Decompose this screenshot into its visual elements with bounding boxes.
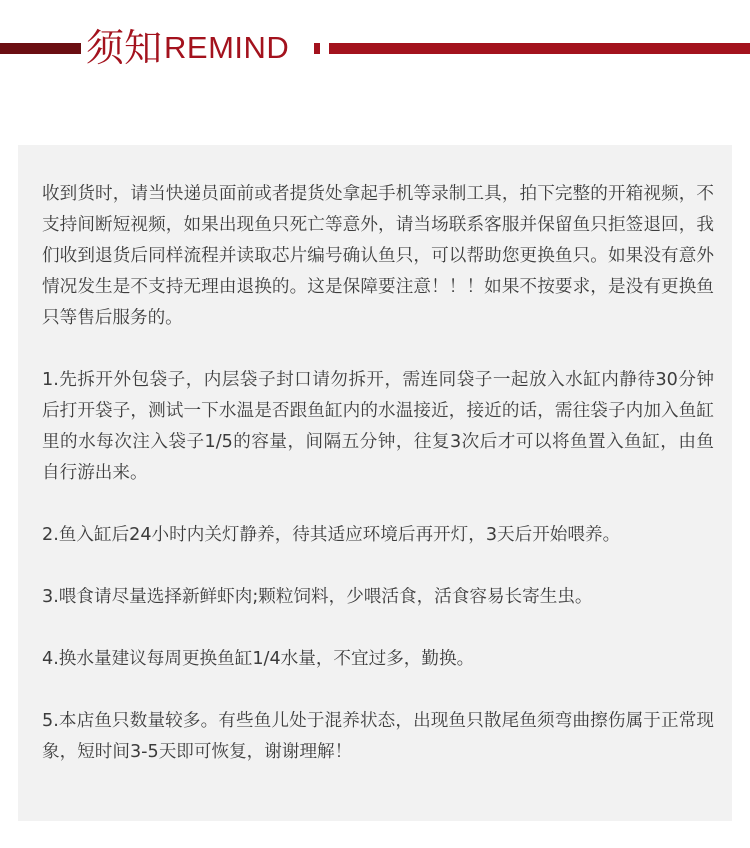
notice-item-2: 2.鱼入缸后24小时内关灯静养，待其适应环境后再开灯，3天后开始喂养。 xyxy=(42,525,621,545)
header-bar-left xyxy=(0,43,75,54)
notice-body xyxy=(42,179,714,768)
header-bar-left-tip xyxy=(75,43,81,54)
notice-item-4: 4.换水量建议每周更换鱼缸1/4水量，不宜过多，勤换。 xyxy=(42,649,475,669)
section-header xyxy=(0,0,750,110)
notice-item-5: 5.本店鱼只数量较多。有些鱼儿处于混养状态，出现鱼只散尾鱼须弯曲擦伤属于正常现象，短时间3-5天即可恢复，谢谢理解！ xyxy=(42,711,714,762)
header-accent-square xyxy=(314,43,320,54)
notice-intro: 收到货时，请当快递员面前或者提货处拿起手机等录制工具，拍下完整的开箱视频，不支持间断短视频，如果出现鱼只死亡等意外，请当场联系客服并保留鱼只拒签退回，我们收到退货后同样流程并读取芯片编号确认鱼只，可以帮助您更换鱼只。如果没有意外情况发生是不支持无理由退换的。这是保障要注意！！！如果不按要求，是没有更换鱼只等售后服务的。 xyxy=(42,184,714,328)
header-bar-right xyxy=(329,43,750,54)
section-title-zh: 须知 xyxy=(86,26,163,70)
notice-item-1: 1.先拆开外包袋子，内层袋子封口请勿拆开，需连同袋子一起放入水缸内静待30分钟后打开袋子，测试一下水温是否跟鱼缸内的水温接近，接近的话，需往袋子内加入鱼缸里的水每次注入袋子1/5的容量，间隔五分钟，往复3次后才可以将鱼置入鱼缸，由鱼自行游出来。 xyxy=(42,370,714,483)
section-title-en: REMIND xyxy=(164,30,290,65)
section-title xyxy=(86,20,289,76)
notice-item-3: 3.喂食请尽量选择新鲜虾肉;颗粒饲料，少喂活食，活食容易长寄生虫。 xyxy=(42,587,593,607)
notice-card xyxy=(18,145,732,821)
